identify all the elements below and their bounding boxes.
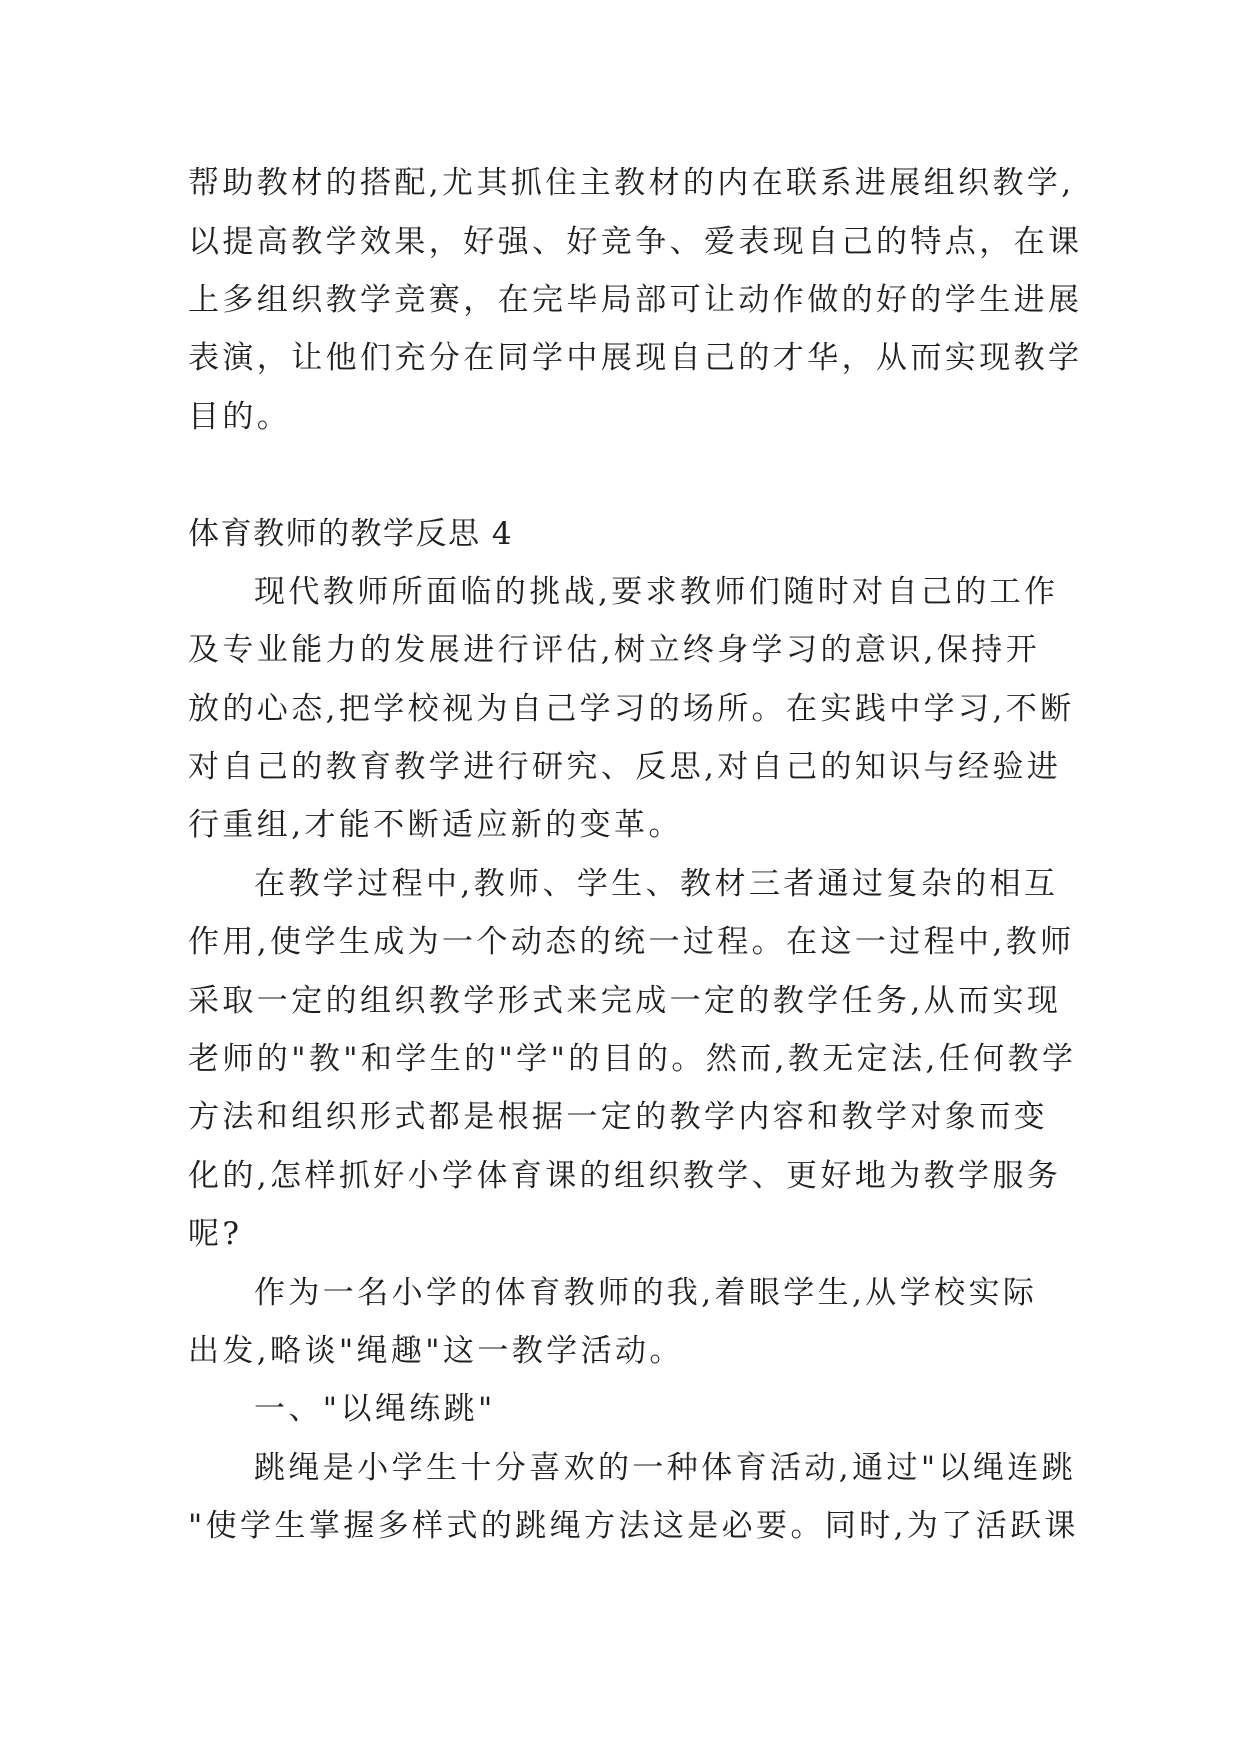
paragraph-line: 出发,略谈"绳趣"这一教学活动。 (188, 1333, 684, 1369)
paragraph-line: 采取一定的组织教学形式来完成一定的教学任务,从而实现 (188, 983, 1062, 1019)
paragraph-line: 目的。 (188, 399, 292, 435)
paragraph-line: 及专业能力的发展进行评估,树立终身学习的意识,保持开 (188, 632, 1041, 668)
section-heading: 体育教师的教学反思 4 (188, 516, 514, 552)
paragraph-line: 以提高教学效果，好强、好竞争、爱表现自己的特点，在课 (188, 224, 1083, 260)
paragraph-line: 化的,怎样抓好小学体育课的组织教学、更好地为教学服务 (188, 1158, 1062, 1194)
paragraph-line: 对自己的教育教学进行研究、反思,对自己的知识与经验进 (188, 749, 1062, 785)
paragraph-line: 放的心态,把学校视为自己学习的场所。在实践中学习,不断 (188, 691, 1075, 727)
subsection-heading: 一、"以绳练跳" (254, 1391, 496, 1427)
paragraph-line: 上多组织教学竞赛，在完毕局部可让动作做的好的学生进展 (188, 282, 1083, 318)
paragraph-line: 老师的"教"和学生的"学"的目的。然而,教无定法,任何教学 (188, 1041, 1077, 1077)
paragraph-line: 呢? (188, 1216, 243, 1252)
paragraph-line: 作用,使学生成为一个动态的统一过程。在这一过程中,教师 (188, 924, 1075, 960)
paragraph-line: 现代教师所面临的挑战,要求教师们随时对自己的工作 (254, 574, 1059, 610)
paragraph-line: 帮助教材的搭配,尤其抓住主教材的内在联系进展组织教学, (188, 165, 1075, 201)
paragraph-line: 跳绳是小学生十分喜欢的一种体育活动,通过"以绳连跳 (254, 1450, 1077, 1486)
paragraph-line: 作为一名小学的体育教师的我,着眼学生,从学校实际 (254, 1275, 1038, 1311)
paragraph-line: 方法和组织形式都是根据一定的教学内容和教学对象而变 (188, 1099, 1048, 1135)
paragraph-line: 在教学过程中,教师、学生、教材三者通过复杂的相互 (254, 866, 1059, 902)
paragraph-line: 行重组,才能不断适应新的变革。 (188, 807, 683, 843)
paragraph-line: 表演，让他们充分在同学中展现自己的才华，从而实现教学 (188, 340, 1083, 376)
paragraph-line: "使学生掌握多样式的跳绳方法这是必要。同时,为了活跃课 (188, 1508, 1079, 1544)
